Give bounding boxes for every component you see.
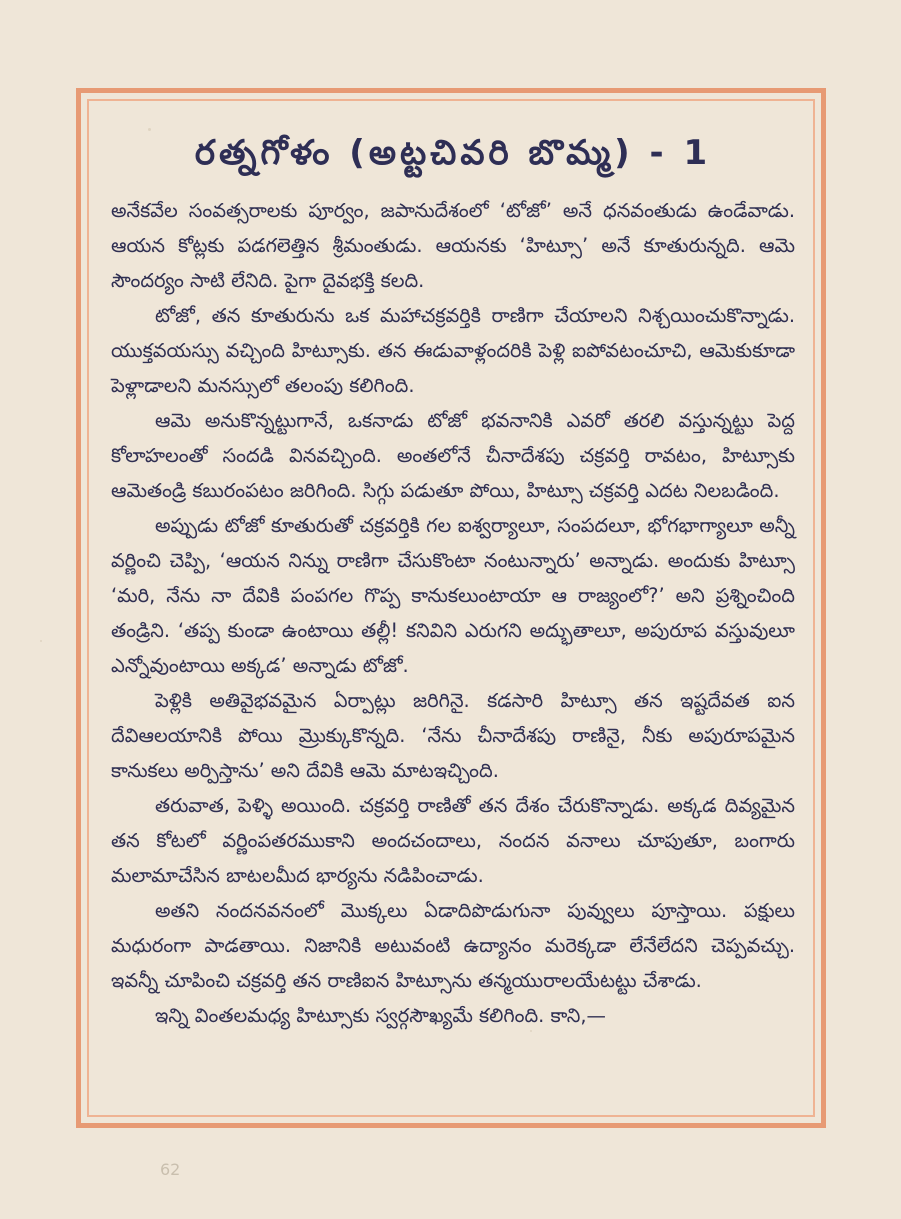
page-border (76, 88, 826, 1128)
paragraph-8: ఇన్ని వింతలమధ్య హిట్సూకు స్వర్గసౌఖ్యమే కలిగింది. కాని,— (155, 1004, 606, 1027)
paragraph-5: పెళ్లికి అతివైభవమైన ఏర్పాట్లు జరిగినై. కడసారి హిట్సూ తన ఇష్టదేవత ఐన దేవిఆలయానికి పోయి మ్రొక్కుకొన్నది. ‘నేను చీనాదేశపు రాణినై, నీకు అపురూపమైన కానుకలు అర్పిస్తాను’ అని దేవికి ఆమె మాటఇచ్చింది. (111, 689, 795, 782)
paragraph-6: తరువాత, పెళ్ళి అయింది. చక్రవర్తి రాణితో తన దేశం చేరుకొన్నాడు. అక్కడ దివ్యమైన తన కోటలో వర్ణింపతరముకాని అందచందాలు, నందన వనాలు చూపుతూ, బంగారు మలామాచేసిన బాటలమీద భార్యను నడిపించాడు. (111, 794, 795, 887)
paragraph-1: అనేకవేల సంవత్సరాలకు పూర్వం, జపానుదేశంలో ‘టోజో’ అనే ధనవంతుడు ఉండేవాడు. ఆయన కోట్లకు పడగలెత్తిన శ్రీమంతుడు. ఆయనకు ‘హిట్సూ’ అనే కూతురున్నది. ఆమె సౌందర్యం సాటి లేనిది. పైగా దైవభక్తి కలది. (111, 199, 795, 292)
paper-speck (40, 640, 42, 642)
paragraph-4: అప్పుడు టోజో కూతురుతో చక్రవర్తికి గల ఐశ్వర్యాలూ, సంపదలూ, భోగభాగ్యాలూ అన్నీ వర్ణించి చెప్పి, ‘ఆయన నిన్ను రాణిగా చేసుకొంటా నంటున్నారు’ అన్నాడు. అందుకు హిట్సూ ‘మరి, నేను నా దేవికి పంపగల గొప్ప కానుకలుంటాయా ఆ రాజ్యంలో?’ అని ప్రశ్నించింది తండ్రిని. ‘తప్ప కుండా ఉంటాయి తల్లీ! కనివిని ఎరుగని అద్భుతాలూ, అపురూప వస్తువులూ ఎన్నోవుంటాయి అక్కడ’ అన్నాడు టోజో. (111, 514, 795, 677)
paragraph-3: ఆమె అనుకొన్నట్టుగానే, ఒకనాడు టోజో భవనానికి ఎవరో తరలి వస్తున్నట్టు పెద్ద కోలాహలంతో సందడి వినవచ్చింది. అంతలోనే చీనాదేశపు చక్రవర్తి రావటం, హిట్సూకు ఆమెతండ్రి కబురంపటం జరిగింది. సిగ్గు పడుతూ పోయి, హిట్సూ చక్రవర్తి ఎదట నిలబడింది. (111, 409, 795, 502)
paragraph-2: టోజో, తన కూతురును ఒక మహాచక్రవర్తికి రాణిగా చేయాలని నిశ్చయించుకొన్నాడు. యుక్తవయస్సు వచ్చింది హిట్సూకు. తన ఈడువాళ్లందరికి పెళ్లి ఐపోవటంచూచి, ఆమెకుకూడా పెళ్లాడాలని మనస్సులో తలంపు కలిగింది. (111, 304, 795, 397)
page-title: రత్నగోళం (అట్టచివరి బొమ్మ) - 1 (194, 133, 712, 173)
paragraph-7: అతని నందనవనంలో మొక్కలు ఏడాదిపొడుగునా పువ్వులు పూస్తాయి. పక్షులు మధురంగా పాడతాయి. నిజానికి అటువంటి ఉద్యానం మరెక్కడా లేనేలేదని చెప్పవచ్చు. ఇవన్నీ చూపించి చక్రవర్తి తన రాణిఐన హిట్సూను తన్మయురాలయేటట్టు చేశాడు. (111, 899, 795, 992)
page-number: 62 (160, 1160, 181, 1179)
page-content (87, 99, 815, 1117)
